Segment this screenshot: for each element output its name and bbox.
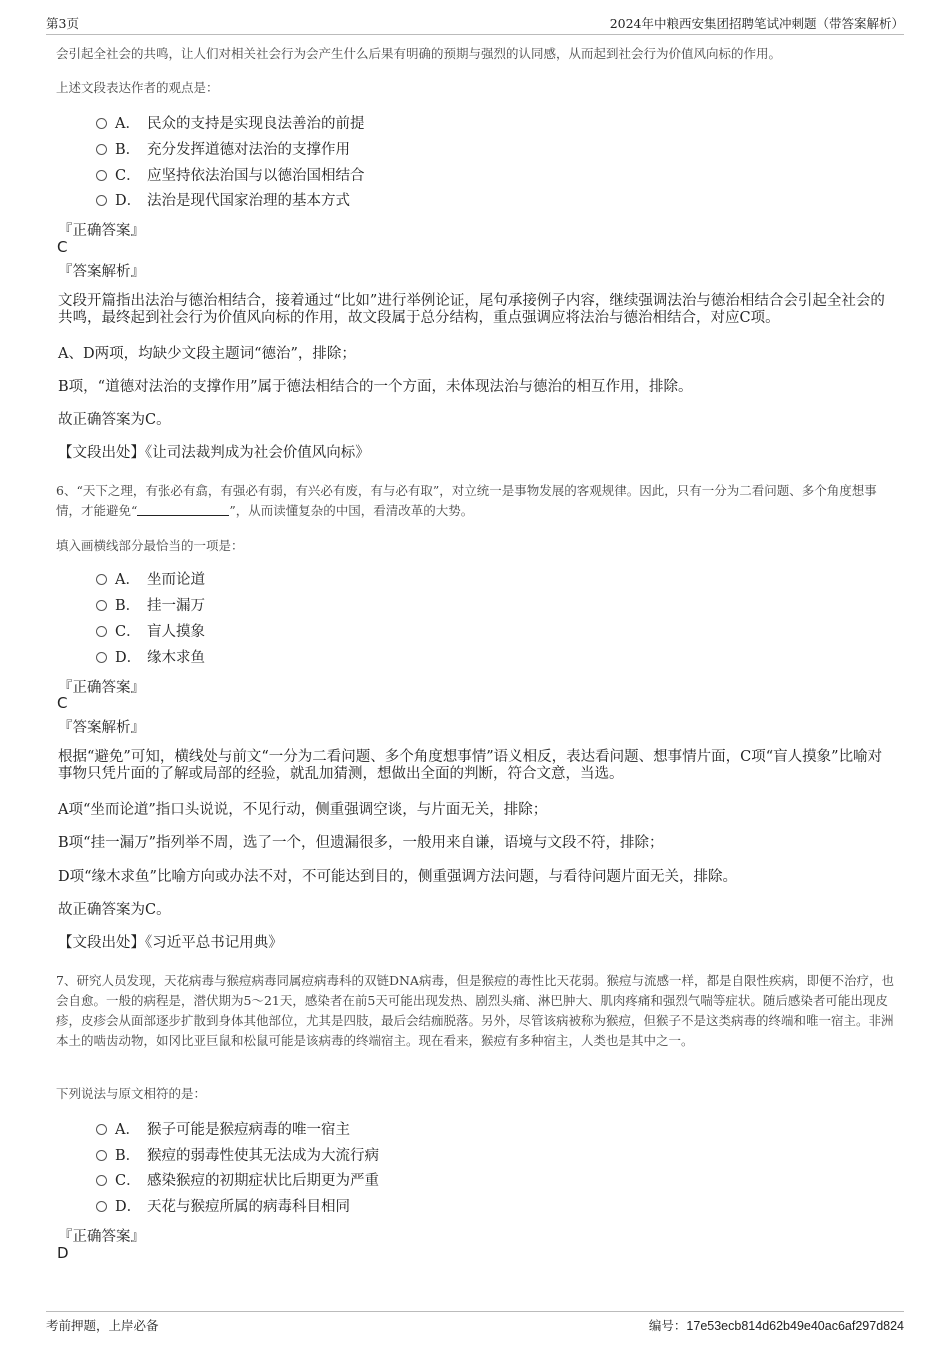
q7-stem: 7、研究人员发现，天花病毒与猴痘病毒同属痘病毒科的双链DNA病毒，但是猴痘的毒性比天花弱。猴痘与流感一样，都是自限性疾病，即便不治疗，也会自愈。一般的病程是，潜伏期为5～21天，感染者在前5天可能出现发热、剧烈头痛、淋巴肿大、肌肉疼痛和强烈气喘等症状。随后感染者可能出现皮疹，皮疹会从面部逐步扩散到身体其他部位，尤其是四肢，最后会结痂脱落。另外，尽管该病被称为猴痘，但猴子不是这类病毒的终端和唯一宿主。非洲本土的啮齿动物，如冈比亚巨鼠和松鼠可能是该病毒的终端宿主。现在看来，猴痘有多种宿主，人类也是其中之一。 bbox=[56, 973, 894, 1048]
q5-analysis-3: B项，“道德对法治的支撑作用”属于德法相结合的一个方面，未体现法治与德治的相互作用，排除。 bbox=[58, 379, 693, 395]
radio-icon[interactable] bbox=[96, 1124, 107, 1135]
q5-prompt: 上述文段表达作者的观点是： bbox=[56, 80, 219, 95]
radio-icon[interactable] bbox=[96, 652, 107, 663]
q6-source: 【文段出处】《习近平总书记用典》 bbox=[58, 935, 283, 951]
q6-analysis-4: D项“缘木求鱼”比喻方向或办法不对，不可能达到目的，侧重强调方法问题，与看待问题片面无关，排除。 bbox=[58, 869, 737, 885]
radio-icon[interactable] bbox=[96, 118, 107, 129]
q5-analysis-1: 文段开篇指出法治与德治相结合，接着通过“比如”进行举例论证，尾句承接例子内容，继续强调法治与德治相结合会引起全社会的共鸣，最终起到社会行为价值风向标的作用，故文段属于总分结构，重点强调应将法治与德治相结合，对应C项。 bbox=[58, 293, 885, 326]
q7-option-c[interactable]: C． 感染猴痘的初期症状比后期更为严重 bbox=[96, 1171, 379, 1191]
q5-option-b[interactable]: B． 充分发挥道德对法治的支撑作用 bbox=[96, 140, 350, 160]
radio-icon[interactable] bbox=[96, 574, 107, 585]
q6-analysis-5: 故正确答案为C。 bbox=[58, 902, 171, 918]
footer-slogan: 考前押题，上岸必备 bbox=[46, 1318, 159, 1333]
fill-blank bbox=[137, 503, 229, 516]
q6-analysis-label: 『答案解析』 bbox=[58, 720, 145, 736]
document-title: 2024年中粮西安集团招聘笔试冲刺题（带答案解析） bbox=[609, 16, 904, 31]
q6-prompt: 填入画横线部分最恰当的一项是： bbox=[56, 538, 244, 553]
radio-icon[interactable] bbox=[96, 170, 107, 181]
q6-option-b[interactable]: B． 挂一漏万 bbox=[96, 596, 205, 616]
q5-stem-tail: 会引起全社会的共鸣，让人们对相关社会行为会产生什么后果有明确的预期与强烈的认同感，从而起到社会行为价值风向标的作用。 bbox=[56, 46, 782, 61]
q5-analysis-label: 『答案解析』 bbox=[58, 264, 145, 280]
q7-option-d[interactable]: D． 天花与猴痘所属的病毒科目相同 bbox=[96, 1197, 350, 1217]
radio-icon[interactable] bbox=[96, 1175, 107, 1186]
q5-analysis-4: 故正确答案为C。 bbox=[58, 412, 171, 428]
q5-answer: C bbox=[57, 238, 68, 256]
q5-option-c[interactable]: C． 应坚持依法治国与以德治国相结合 bbox=[96, 166, 365, 186]
radio-icon[interactable] bbox=[96, 144, 107, 155]
q5-option-d[interactable]: D． 法治是现代国家治理的基本方式 bbox=[96, 191, 350, 211]
q7-option-b[interactable]: B． 猴痘的弱毒性使其无法成为大流行病 bbox=[96, 1146, 379, 1166]
q6-option-d[interactable]: D． 缘木求鱼 bbox=[96, 648, 205, 668]
q6-analysis-3: B项“挂一漏万”指列举不周，选了一个，但遗漏很多，一般用来自谦，语境与文段不符，排除； bbox=[58, 835, 664, 851]
radio-icon[interactable] bbox=[96, 600, 107, 611]
q6-answer: C bbox=[57, 694, 68, 712]
page-number: 第3页 bbox=[46, 16, 79, 31]
q5-answer-label: 『正确答案』 bbox=[58, 223, 145, 239]
q7-answer: D bbox=[57, 1244, 69, 1262]
q5-analysis-2: A、D两项，均缺少文段主题词“德治”，排除； bbox=[58, 346, 356, 362]
q5-source: 【文段出处】《让司法裁判成为社会价值风向标》 bbox=[58, 445, 370, 461]
q7-prompt: 下列说法与原文相符的是： bbox=[56, 1086, 207, 1101]
q6-analysis-1: 根据“避免”可知，横线处与前文“一分为二看问题、多个角度想事情”语义相反，表达看问题、想事情片面，C项“盲人摸象”比喻对事物只凭片面的了解或局部的经验，就乱加猜测，想做出全面的判断，符合文意，当选。 bbox=[58, 749, 883, 782]
q6-analysis-2: A项“坐而论道”指口头说说，不见行动，侧重强调空谈，与片面无关，排除； bbox=[58, 802, 548, 818]
page-header bbox=[46, 12, 904, 35]
q7-option-a[interactable]: A． 猴子可能是猴痘病毒的唯一宿主 bbox=[96, 1120, 350, 1140]
radio-icon[interactable] bbox=[96, 1201, 107, 1212]
radio-icon[interactable] bbox=[96, 1150, 107, 1161]
radio-icon[interactable] bbox=[96, 195, 107, 206]
q6-option-c[interactable]: C． 盲人摸象 bbox=[96, 622, 205, 642]
footer-code: 编号：17e53ecb814d62b49e40ac6af297d824 bbox=[648, 1318, 904, 1333]
q6-stem: 6、“天下之理，有张必有翕，有强必有弱，有兴必有废，有与必有取”，对立统一是事物发展的客观规律。因此，只有一分为二看问题、多个角度想事情，才能避免“ ”，从而读懂复杂的中国，看清改革的大势。 bbox=[56, 483, 877, 518]
radio-icon[interactable] bbox=[96, 626, 107, 637]
q6-answer-label: 『正确答案』 bbox=[58, 680, 145, 696]
page-footer bbox=[46, 1311, 904, 1336]
q7-answer-label: 『正确答案』 bbox=[58, 1229, 145, 1245]
q6-option-a[interactable]: A． 坐而论道 bbox=[96, 570, 205, 590]
q5-option-a[interactable]: A． 民众的支持是实现良法善治的前提 bbox=[96, 114, 365, 134]
